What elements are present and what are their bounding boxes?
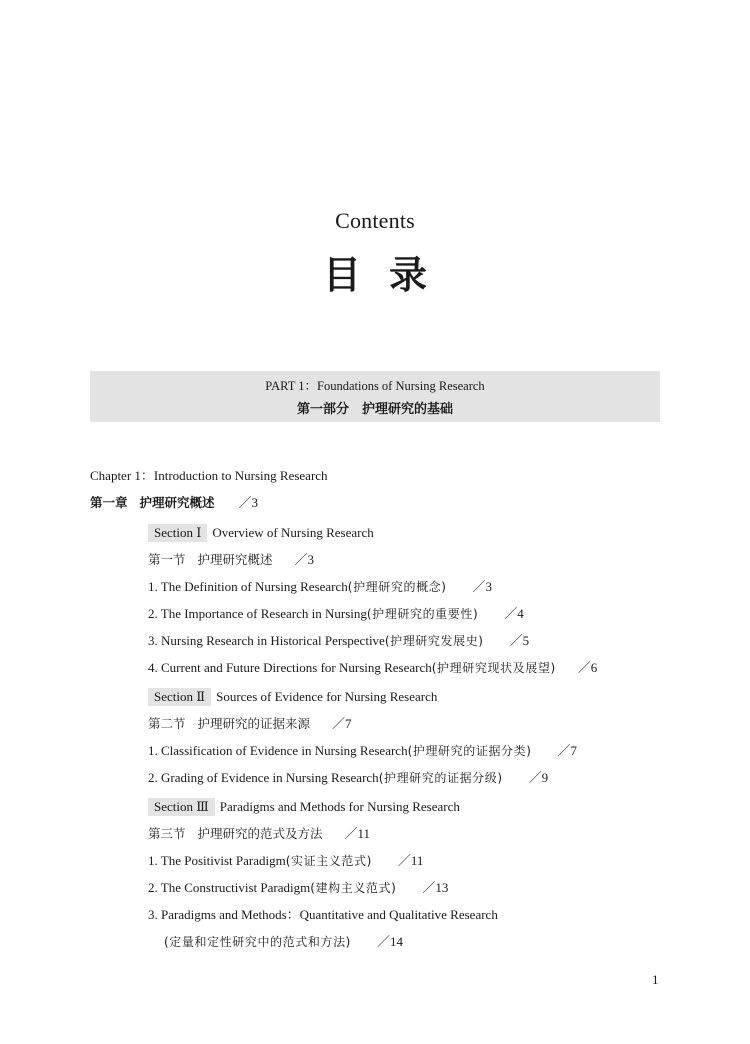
toc-item-en: 1. Classification of Evidence in Nursing Research: [148, 743, 408, 758]
contents-title-zh: 目录: [322, 253, 455, 297]
section-1-page: ／3: [294, 552, 315, 567]
part-title-en: PART 1：Foundations of Nursing Research: [265, 379, 485, 393]
toc-item-zh: (护理研究现状及展望): [431, 661, 556, 675]
toc-item-zh: (定量和定性研究中的范式和方法): [164, 935, 351, 949]
section-3-title-en: Paradigms and Methods for Nursing Research: [219, 799, 460, 814]
toc-item-page: ／9: [528, 770, 549, 785]
toc-item-page: ／13: [422, 880, 449, 895]
toc-item-zh: (护理研究的证据分类): [407, 744, 532, 758]
toc-item[interactable]: [148, 605, 524, 623]
toc-item-zh: (实证主义范式): [285, 854, 372, 868]
toc-item-en: 4. Current and Future Directions for Nursing Research: [148, 660, 432, 675]
toc-item-en: 1. The Definition of Nursing Research: [148, 579, 348, 594]
toc-item-zh: (护理研究的重要性): [366, 607, 479, 621]
section-3-zh-row[interactable]: [148, 825, 370, 843]
toc-item-continuation[interactable]: [164, 933, 403, 951]
chapter-page: ／3: [238, 495, 259, 510]
section-2-title-zh: 护理研究的证据来源: [197, 716, 311, 731]
toc-item[interactable]: [148, 742, 577, 760]
section-1-title-zh: 护理研究概述: [197, 552, 273, 567]
toc-item-page: ／11: [397, 853, 424, 868]
section-2-header[interactable]: [148, 688, 437, 706]
toc-item-page: ／7: [557, 743, 578, 758]
section-3-tag: Section Ⅲ: [148, 798, 215, 816]
section-3-label-zh: 第三节: [148, 826, 186, 841]
section-1-header[interactable]: [148, 524, 374, 542]
toc-item-page: ／3: [472, 579, 493, 594]
toc-item-en: 1. The Positivist Paradigm: [148, 853, 286, 868]
page-number: 1: [652, 972, 659, 987]
toc-item-en: 2. The Importance of Research in Nursing: [148, 606, 367, 621]
toc-item-zh: (护理研究发展史): [384, 634, 484, 648]
section-1-zh-row[interactable]: [148, 551, 314, 569]
section-1-label-zh: 第一节: [148, 552, 186, 567]
toc-item[interactable]: [148, 852, 423, 870]
toc-item[interactable]: [148, 769, 548, 787]
toc-item-zh: (建构主义范式): [310, 881, 397, 895]
chapter-title-en[interactable]: Chapter 1：Introduction to Nursing Research: [90, 468, 328, 483]
section-2-label-zh: 第二节: [148, 716, 186, 731]
chapter-label-zh: 第一章: [90, 495, 128, 510]
toc-item-zh: (护理研究的证据分级): [378, 771, 503, 785]
section-2-zh-row[interactable]: [148, 715, 352, 733]
toc-item-en[interactable]: 3. Paradigms and Methods：Quantitative and Qualitative Research: [148, 907, 498, 922]
toc-item[interactable]: [148, 578, 492, 596]
section-2-page: ／7: [332, 716, 352, 731]
toc-item[interactable]: [148, 879, 448, 897]
toc-item-page: ／6: [577, 660, 598, 675]
part-title-zh: 第一部分 护理研究的基础: [296, 402, 453, 417]
toc-item-page: ／5: [509, 633, 530, 648]
toc-item-zh: (护理研究的概念): [347, 580, 447, 594]
toc-item[interactable]: [148, 659, 597, 677]
chapter-title-zh-row[interactable]: [90, 494, 258, 512]
part-banner: [90, 371, 660, 422]
section-3-header[interactable]: [148, 798, 460, 816]
section-1-tag: Section Ⅰ: [148, 524, 207, 542]
toc-item-en: 2. The Constructivist Paradigm: [148, 880, 311, 895]
section-3-title-zh: 护理研究的范式及方法: [197, 826, 323, 841]
toc-item-en: 2. Grading of Evidence in Nursing Research: [148, 770, 379, 785]
chapter-title-zh: 护理研究概述: [139, 495, 215, 510]
toc-item-page: ／14: [376, 934, 403, 949]
toc-item-page: ／4: [504, 606, 524, 621]
section-2-tag: Section Ⅱ: [148, 688, 211, 706]
toc-item[interactable]: [148, 632, 529, 650]
section-3-page: ／11: [344, 826, 371, 841]
toc-item-en: 3. Nursing Research in Historical Perspective: [148, 633, 385, 648]
section-2-title-en: Sources of Evidence for Nursing Research: [216, 689, 438, 704]
contents-title-en: Contents: [335, 208, 415, 233]
section-1-title-en: Overview of Nursing Research: [212, 525, 374, 540]
